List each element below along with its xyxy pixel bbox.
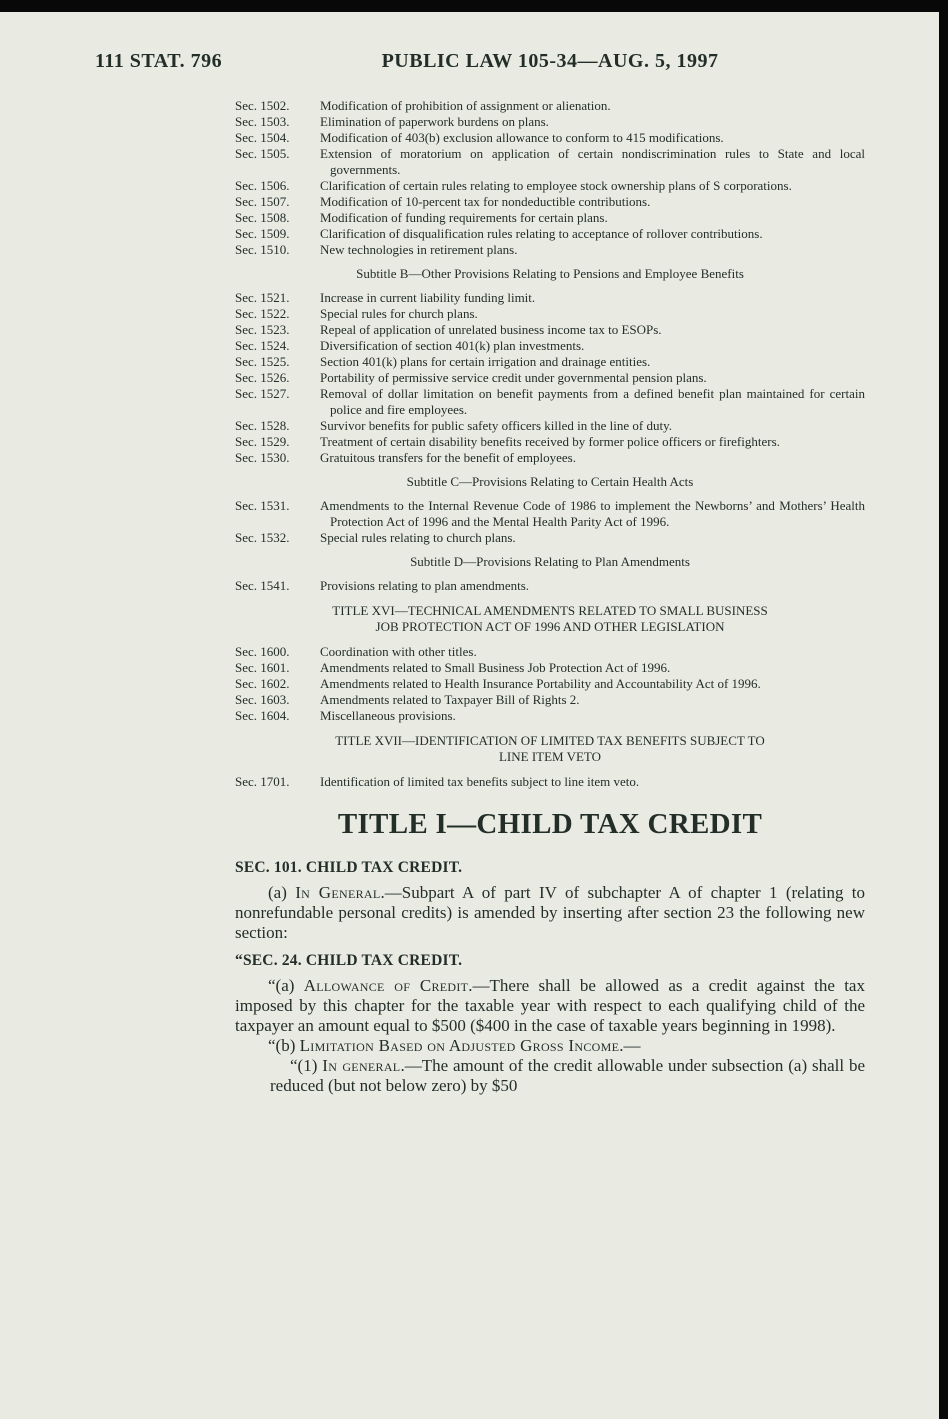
toc-entry [235,530,865,546]
toc-entry-number: Sec. 1701. [235,774,290,789]
toc-entry [235,242,865,258]
toc-entry [235,338,865,354]
toc-entry-number: Sec. 1530. [235,450,290,465]
toc-entry [235,114,865,130]
toc-subtitle-heading: Subtitle C—Provisions Relating to Certain Health Acts [406,474,694,489]
toc-entry-text: Clarification of certain rules relating to employee stock ownership plans of S corporations. [320,178,792,193]
toc-entry [235,434,865,450]
paragraph-prefix: “(1) [290,1056,323,1075]
paragraph-prefix: (a) [268,883,296,902]
paragraph-in-general [235,883,865,943]
toc-entry [235,692,865,708]
toc-entry-text: Modification of 10-percent tax for nondeductible contributions. [320,194,651,209]
toc-entry-text: Coordination with other titles. [320,644,477,659]
toc-entry [235,708,865,724]
paragraph-smallcaps: Allowance of Credit [303,976,469,995]
toc-entry-number: Sec. 1528. [235,418,290,433]
statute-page-number: 111 STAT. 796 [95,50,223,72]
toc-entry-number: Sec. 1531. [235,498,290,513]
toc-entry-text: Amendments to the Internal Revenue Code of 1986 to implement the Newborns’ and Mothers’ Health Protection Act of 1996 and the Mental Health Parity Act of 1996. [320,498,865,529]
scan-edge-right [939,0,948,1419]
toc-entry-text: Modification of funding requirements for certain plans. [320,210,608,225]
toc-entry-text: Gratuitous transfers for the benefit of employees. [320,450,576,465]
paragraph-limitation-agi [235,1036,865,1056]
toc-entry-text: Amendments related to Small Business Job Protection Act of 1996. [320,660,671,675]
toc-entry-text: Special rules for church plans. [320,306,478,321]
toc-entry [235,322,865,338]
toc-entry [235,578,865,594]
toc-entry-text: Removal of dollar limitation on benefit payments from a defined benefit plan maintained for certain police and fire employees. [320,386,865,417]
toc-entry [235,676,865,692]
toc-entry-text: New technologies in retirement plans. [320,242,518,257]
sec-101-heading: SEC. 101. CHILD TAX CREDIT. [235,859,463,876]
toc-entry [235,354,865,370]
toc-entry-number: Sec. 1506. [235,178,290,193]
toc-entry [235,644,865,660]
toc-entry-text: Amendments related to Health Insurance Portability and Accountability Act of 1996. [320,676,761,691]
toc-title-heading [235,733,865,765]
toc-entry-number: Sec. 1601. [235,660,290,675]
paragraph-rest: .— [619,1036,641,1055]
toc-entry [235,774,865,790]
toc-entry-number: Sec. 1541. [235,578,290,593]
toc-entry-number: Sec. 1509. [235,226,290,241]
sec-24-heading: “SEC. 24. CHILD TAX CREDIT. [235,952,463,969]
toc-entry [235,178,865,194]
toc-entry-number: Sec. 1603. [235,692,290,707]
toc-entry [235,450,865,466]
page-header [0,50,948,76]
paragraph-prefix: “(a) [268,976,304,995]
toc-entry [235,226,865,242]
toc-entry-text: Special rules relating to church plans. [320,530,516,545]
toc-entry-text: Repeal of application of unrelated business income tax to ESOPs. [320,322,662,337]
toc-title-line: TITLE XVI—TECHNICAL AMENDMENTS RELATED TO SMALL BUSINESS [332,603,768,618]
toc-entry-number: Sec. 1502. [235,98,290,113]
paragraph-smallcaps: In general [322,1056,401,1075]
paragraph-allowance-of-credit [235,976,865,1036]
toc-entry-number: Sec. 1522. [235,306,290,321]
toc-subtitle-heading: Subtitle B—Other Provisions Relating to Pensions and Employee Benefits [356,266,744,281]
paragraph-prefix: “(b) [268,1036,300,1055]
toc-title-line: LINE ITEM VETO [498,749,602,764]
toc-entry-text: Treatment of certain disability benefits received by former police officers or firefighters. [320,434,780,449]
toc-entry-text: Amendments related to Taxpayer Bill of Rights 2. [320,692,580,707]
toc-entry-number: Sec. 1532. [235,530,290,545]
toc-entry-text: Section 401(k) plans for certain irrigation and drainage entities. [320,354,651,369]
toc-entry-text: Modification of prohibition of assignment or alienation. [320,98,611,113]
toc-entry-text: Portability of permissive service credit under governmental pension plans. [320,370,707,385]
paragraph-smallcaps: Limitation Based on Adjusted Gross Income [299,1036,620,1055]
toc-entry-number: Sec. 1602. [235,676,290,691]
toc-entry-number: Sec. 1521. [235,290,290,305]
toc-entry [235,210,865,226]
toc-entry [235,660,865,676]
toc-entry-number: Sec. 1600. [235,644,290,659]
toc-entry-number: Sec. 1523. [235,322,290,337]
toc-subtitle-heading: Subtitle D—Provisions Relating to Plan Amendments [410,554,690,569]
toc-entry-number: Sec. 1507. [235,194,290,209]
toc-entry [235,194,865,210]
toc-entry-number: Sec. 1529. [235,434,290,449]
toc-entry-number: Sec. 1510. [235,242,290,257]
toc-entry [235,146,865,178]
toc-entry-number: Sec. 1525. [235,354,290,369]
paragraph-rest: .—The amount of the credit allowable under subsection (a) shall be reduced (but not below zero) by $50 [270,1056,865,1095]
toc-entry [235,290,865,306]
toc-title-line: TITLE XVII—IDENTIFICATION OF LIMITED TAX BENEFITS SUBJECT TO [335,733,765,748]
paragraph-smallcaps: In General [295,883,381,902]
paragraph-rest: .—Subpart A of part IV of subchapter A of chapter 1 (relating to nonrefundable personal credits) is amended by inserting after section 23 the following new section: [235,883,866,942]
toc-entry-text: Elimination of paperwork burdens on plans. [320,114,549,129]
toc-entry-text: Miscellaneous provisions. [320,708,456,723]
title-i-heading: TITLE I—CHILD TAX CREDIT [337,808,763,840]
toc-entry-text: Clarification of disqualification rules relating to acceptance of rollover contributions. [320,226,763,241]
toc-entry-text: Modification of 403(b) exclusion allowance to conform to 415 modifications. [320,130,724,145]
toc-entry-text: Survivor benefits for public safety officers killed in the line of duty. [320,418,672,433]
toc-entry-number: Sec. 1503. [235,114,290,129]
toc-entry [235,98,865,114]
page-content [235,98,865,1096]
paragraph-rest: .—There shall be allowed as a credit against the tax imposed by this chapter for the taxable year with respect to each qualifying child of the taxpayer an amount equal to $500 ($400 in the case of taxable years beginning in 1998). [235,976,865,1035]
toc [235,98,865,790]
toc-entry-number: Sec. 1505. [235,146,290,161]
toc-entry-text: Provisions relating to plan amendments. [320,578,530,593]
toc-entry-number: Sec. 1524. [235,338,290,353]
toc-entry [235,130,865,146]
paragraph-b1-in-general [270,1056,865,1096]
toc-entry [235,418,865,434]
toc-entry [235,370,865,386]
toc-title-heading [235,603,865,635]
toc-entry-number: Sec. 1604. [235,708,290,723]
toc-entry [235,306,865,322]
toc-entry [235,386,865,418]
scan-edge-top [0,0,948,12]
toc-entry-number: Sec. 1504. [235,130,290,145]
toc-entry-text: Diversification of section 401(k) plan investments. [320,338,585,353]
toc-title-line: JOB PROTECTION ACT OF 1996 AND OTHER LEGISLATION [375,619,725,634]
toc-entry-number: Sec. 1508. [235,210,290,225]
toc-entry-number: Sec. 1527. [235,386,290,401]
running-head-law-title: PUBLIC LAW 105-34—AUG. 5, 1997 [381,50,719,72]
toc-entry-text: Increase in current liability funding limit. [320,290,536,305]
toc-entry [235,498,865,530]
toc-entry-text: Extension of moratorium on application of certain nondiscrimination rules to State and local governments. [320,146,865,177]
toc-entry-text: Identification of limited tax benefits subject to line item veto. [320,774,640,789]
toc-entry-number: Sec. 1526. [235,370,290,385]
